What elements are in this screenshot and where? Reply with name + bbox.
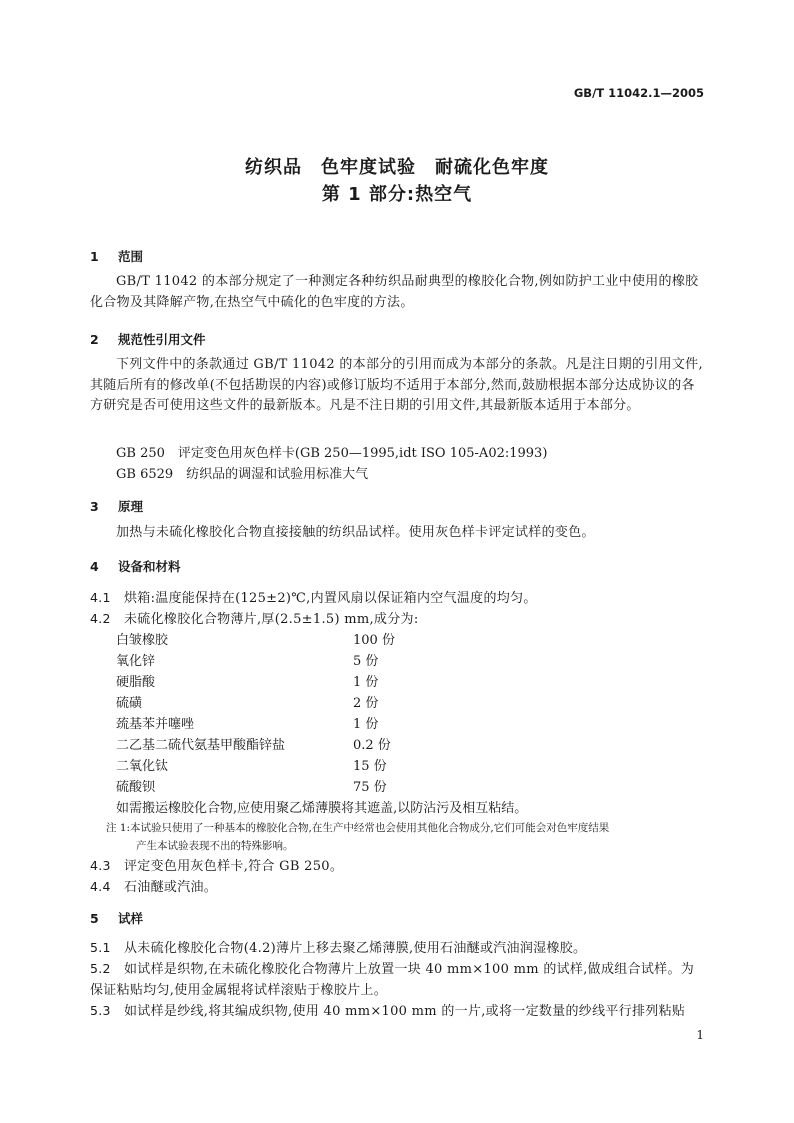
component-amount: 5 份 bbox=[353, 654, 379, 669]
section-2-heading bbox=[90, 330, 206, 348]
composition-row bbox=[116, 671, 379, 690]
section-title: 范围 bbox=[118, 249, 144, 264]
section-title: 试样 bbox=[118, 911, 144, 926]
section-title: 规范性引用文件 bbox=[118, 332, 206, 347]
composition-row bbox=[116, 734, 391, 753]
note-1: 注 1:本试验只使用了一种基本的橡胶化合物,在生产中经常也会使用其他化合物成分,它们可能会对色牢度结果 bbox=[106, 822, 610, 834]
clause-text: 未硫化橡胶化合物薄片,厚(2.5±1.5) mm,成分为: bbox=[124, 612, 419, 627]
clause-text: 烘箱:温度能保持在(125±2)℃,内置风扇以保证箱内空气温度的均匀。 bbox=[124, 591, 537, 606]
clause-text: 如试样是织物,在未硫化橡胶化合物薄片上放置一块 40 mm×100 mm 的试样,做成组合试样。为保证粘贴均匀,使用金属辊将试样滚贴于橡胶片上。 bbox=[90, 962, 695, 998]
document-subtitle: 第 1 部分:热空气 bbox=[321, 184, 473, 205]
composition-row bbox=[116, 692, 379, 711]
section-4-heading bbox=[90, 557, 181, 575]
component-amount: 2 份 bbox=[353, 696, 379, 711]
component-name: 巯基苯并噻唑 bbox=[116, 717, 195, 732]
section-number: 4 bbox=[90, 559, 99, 574]
component-name: 硫磺 bbox=[116, 696, 143, 711]
component-amount: 1 份 bbox=[353, 675, 379, 690]
component-name: 硬脂酸 bbox=[116, 675, 156, 690]
clause-number: 5.1 bbox=[90, 940, 111, 955]
section-5-heading bbox=[90, 909, 143, 927]
component-amount: 100 份 bbox=[353, 633, 395, 648]
composition-row bbox=[116, 776, 387, 795]
section-2-text: 下列文件中的条款通过 GB/T 11042 的本部分的引用而成为本部分的条款。凡是注日期的引用文件,其随后所有的修改单(不包括勘误的内容)或修订版均不适用于本部分,然而,鼓励根据本部分达成协议的各方研究是否可使用这些文件的最新版本。凡是不注日期的引用文件,其最新版本适用于本部分。 bbox=[90, 357, 703, 413]
section-number: 2 bbox=[90, 332, 99, 347]
clause-text: 如试样是纱线,将其编成织物,使用 40 mm×100 mm 的一片,或将一定数量的纱线平行排列粘贴 bbox=[124, 1004, 686, 1019]
component-amount: 75 份 bbox=[353, 780, 387, 795]
section-number: 1 bbox=[90, 249, 99, 264]
clause-number: 4.3 bbox=[90, 858, 111, 873]
clause-text: 从未硫化橡胶化合物(4.2)薄片上移去聚乙烯薄膜,使用石油醚或汽油润湿橡胶。 bbox=[124, 941, 587, 956]
component-name: 硫酸钡 bbox=[116, 780, 156, 795]
clause-5-2 bbox=[90, 958, 706, 1001]
document-title: 纺织品 色牢度试验 耐硫化色牢度 bbox=[245, 157, 549, 178]
clause-4-1 bbox=[90, 587, 706, 609]
composition-row bbox=[116, 629, 395, 648]
clause-number: 4.1 bbox=[90, 590, 111, 605]
standard-number: GB/T 11042.1—2005 bbox=[573, 86, 704, 100]
component-amount: 15 份 bbox=[353, 759, 387, 774]
component-name: 氧化锌 bbox=[116, 654, 156, 669]
clause-5-3 bbox=[90, 1000, 706, 1022]
clause-number: 5.2 bbox=[90, 961, 111, 976]
section-title: 设备和材料 bbox=[118, 559, 181, 574]
composition-row bbox=[116, 755, 387, 774]
clause-4-3 bbox=[90, 855, 706, 877]
clause-number: 5.3 bbox=[90, 1003, 111, 1018]
component-name: 二氧化钛 bbox=[116, 759, 169, 774]
reference-gb250: GB 250 评定变色用灰色样卡(GB 250—1995,idt ISO 105-A02:1993) bbox=[116, 446, 548, 461]
composition-row bbox=[116, 650, 379, 669]
composition-row bbox=[116, 713, 379, 732]
page-number: 1 bbox=[696, 1028, 704, 1042]
storage-instruction: 如需搬运橡胶化合物,应使用聚乙烯薄膜将其遮盖,以防沾污及相互粘结。 bbox=[116, 801, 528, 816]
section-1-heading bbox=[90, 247, 143, 265]
clause-text: 评定变色用灰色样卡,符合 GB 250。 bbox=[124, 859, 344, 874]
clause-number: 4.4 bbox=[90, 879, 111, 894]
section-1-text: GB/T 11042 的本部分规定了一种测定各种纺织品耐典型的橡胶化合物,例如防护工业中使用的橡胶化合物及其降解产物,在热空气中硫化的色牢度的方法。 bbox=[90, 274, 699, 310]
section-number: 3 bbox=[90, 499, 99, 514]
component-name: 二乙基二硫代氨基甲酸酯锌盐 bbox=[116, 738, 286, 753]
reference-gb6529: GB 6529 纺织品的调湿和试验用标准大气 bbox=[116, 467, 369, 482]
clause-number: 4.2 bbox=[90, 611, 111, 626]
clause-5-1 bbox=[90, 937, 706, 959]
clause-text: 石油醚或汽油。 bbox=[124, 880, 218, 895]
section-3-heading bbox=[90, 497, 143, 515]
note-1-continued: 产生本试验表现不出的特殊影响。 bbox=[136, 840, 294, 852]
clause-4-2 bbox=[90, 608, 706, 630]
section-3-text: 加热与未硫化橡胶化合物直接接触的纺织品试样。使用灰色样卡评定试样的变色。 bbox=[116, 525, 595, 540]
section-title: 原理 bbox=[118, 499, 144, 514]
component-amount: 1 份 bbox=[353, 717, 379, 732]
component-name: 白皱橡胶 bbox=[116, 633, 169, 648]
section-number: 5 bbox=[90, 911, 99, 926]
clause-4-4 bbox=[90, 876, 706, 898]
component-amount: 0.2 份 bbox=[353, 738, 391, 753]
